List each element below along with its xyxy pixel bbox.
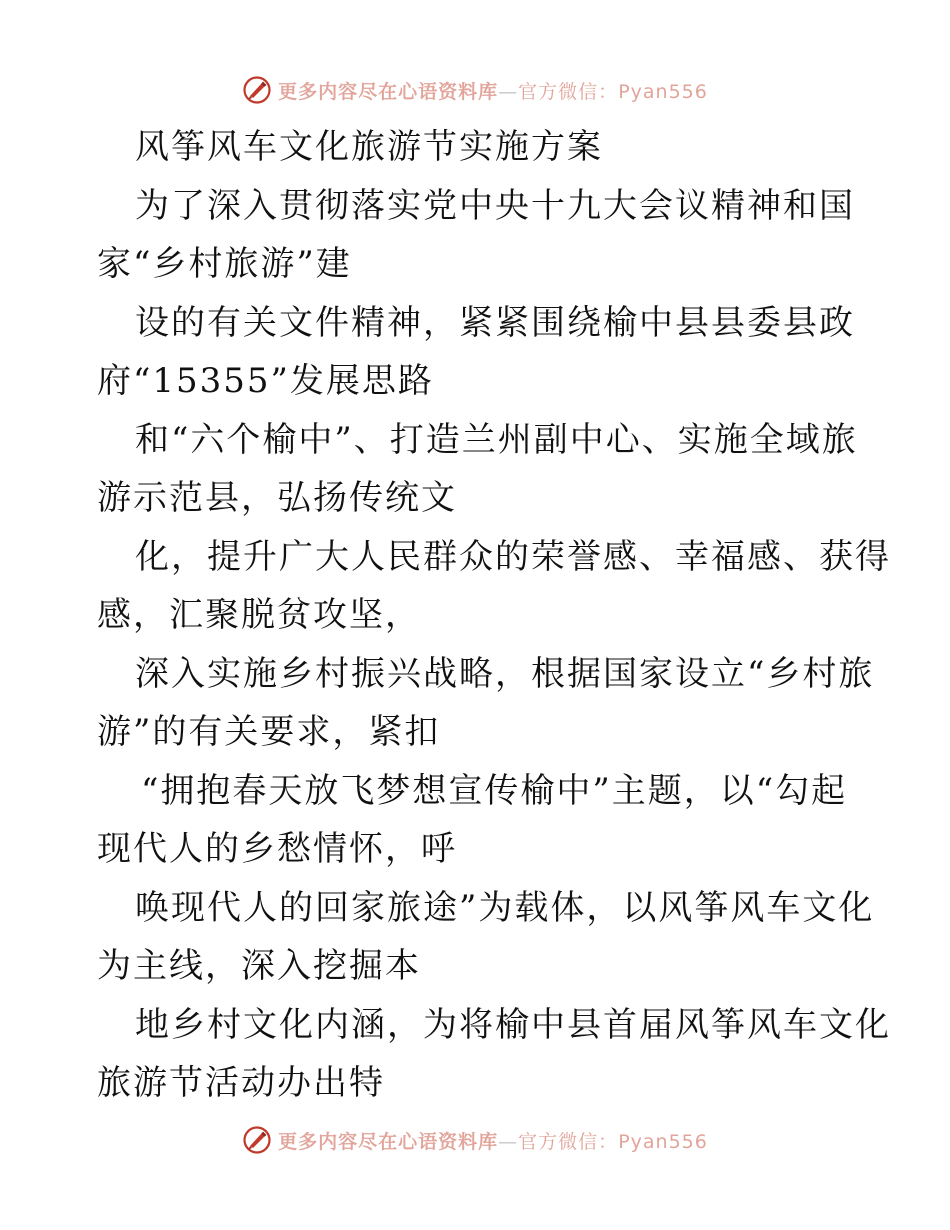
text-line: 现代人的乡愁情怀，呼	[97, 829, 457, 869]
text-line: 旅游节活动办出特	[97, 1063, 385, 1103]
watermark-contact-label: 官方微信：	[518, 80, 619, 103]
watermark-contact-id: Pyan556	[618, 1130, 708, 1153]
text-line: 为主线，深入挖掘本	[97, 946, 421, 986]
footer-watermark	[0, 1120, 950, 1160]
watermark-text	[278, 77, 708, 104]
watermark-main: 更多内容尽在心语资料库	[278, 1130, 499, 1153]
text-line: “拥抱春天放飞梦想宣传榆中”主题，以“勾起	[141, 770, 848, 811]
header-watermark	[0, 70, 950, 110]
text-line: 府“15355”发展思路	[97, 361, 434, 401]
document-body	[97, 118, 891, 1113]
text-line: 感，汇聚脱贫攻坚，	[97, 595, 421, 635]
text-line: 化，提升广大人民群众的荣誉感、幸福感、获得	[135, 536, 891, 577]
text-line: 和“六个榆中”、打造兰州副中心、实施全域旅	[135, 419, 858, 460]
text-line: 设的有关文件精神，紧紧围绕榆中县县委县政	[135, 302, 855, 343]
document-title: 风筝风车文化旅游节实施方案	[135, 127, 603, 167]
text-line: 家“乡村旅游”建	[97, 244, 352, 284]
watermark-contact-id: Pyan556	[618, 80, 708, 103]
pen-circle-icon	[242, 1125, 272, 1155]
text-line: 地乡村文化内涵，为将榆中县首届风筝风车文化	[135, 1004, 891, 1045]
watermark-text	[278, 1127, 708, 1154]
watermark-contact-label: 官方微信：	[518, 1130, 619, 1153]
watermark-separator: —	[498, 80, 519, 103]
watermark-separator: —	[498, 1130, 519, 1153]
text-line: 唤现代人的回家旅途”为载体，以风筝风车文化	[135, 887, 875, 928]
text-line: 深入实施乡村振兴战略，根据国家设立“乡村旅	[135, 653, 875, 694]
text-line: 游”的有关要求，紧扣	[97, 712, 441, 752]
text-line: 游示范县，弘扬传统文	[97, 478, 457, 518]
text-line: 为了深入贯彻落实党中央十九大会议精神和国	[135, 185, 855, 226]
watermark-main: 更多内容尽在心语资料库	[278, 80, 499, 103]
pen-circle-icon	[242, 75, 272, 105]
